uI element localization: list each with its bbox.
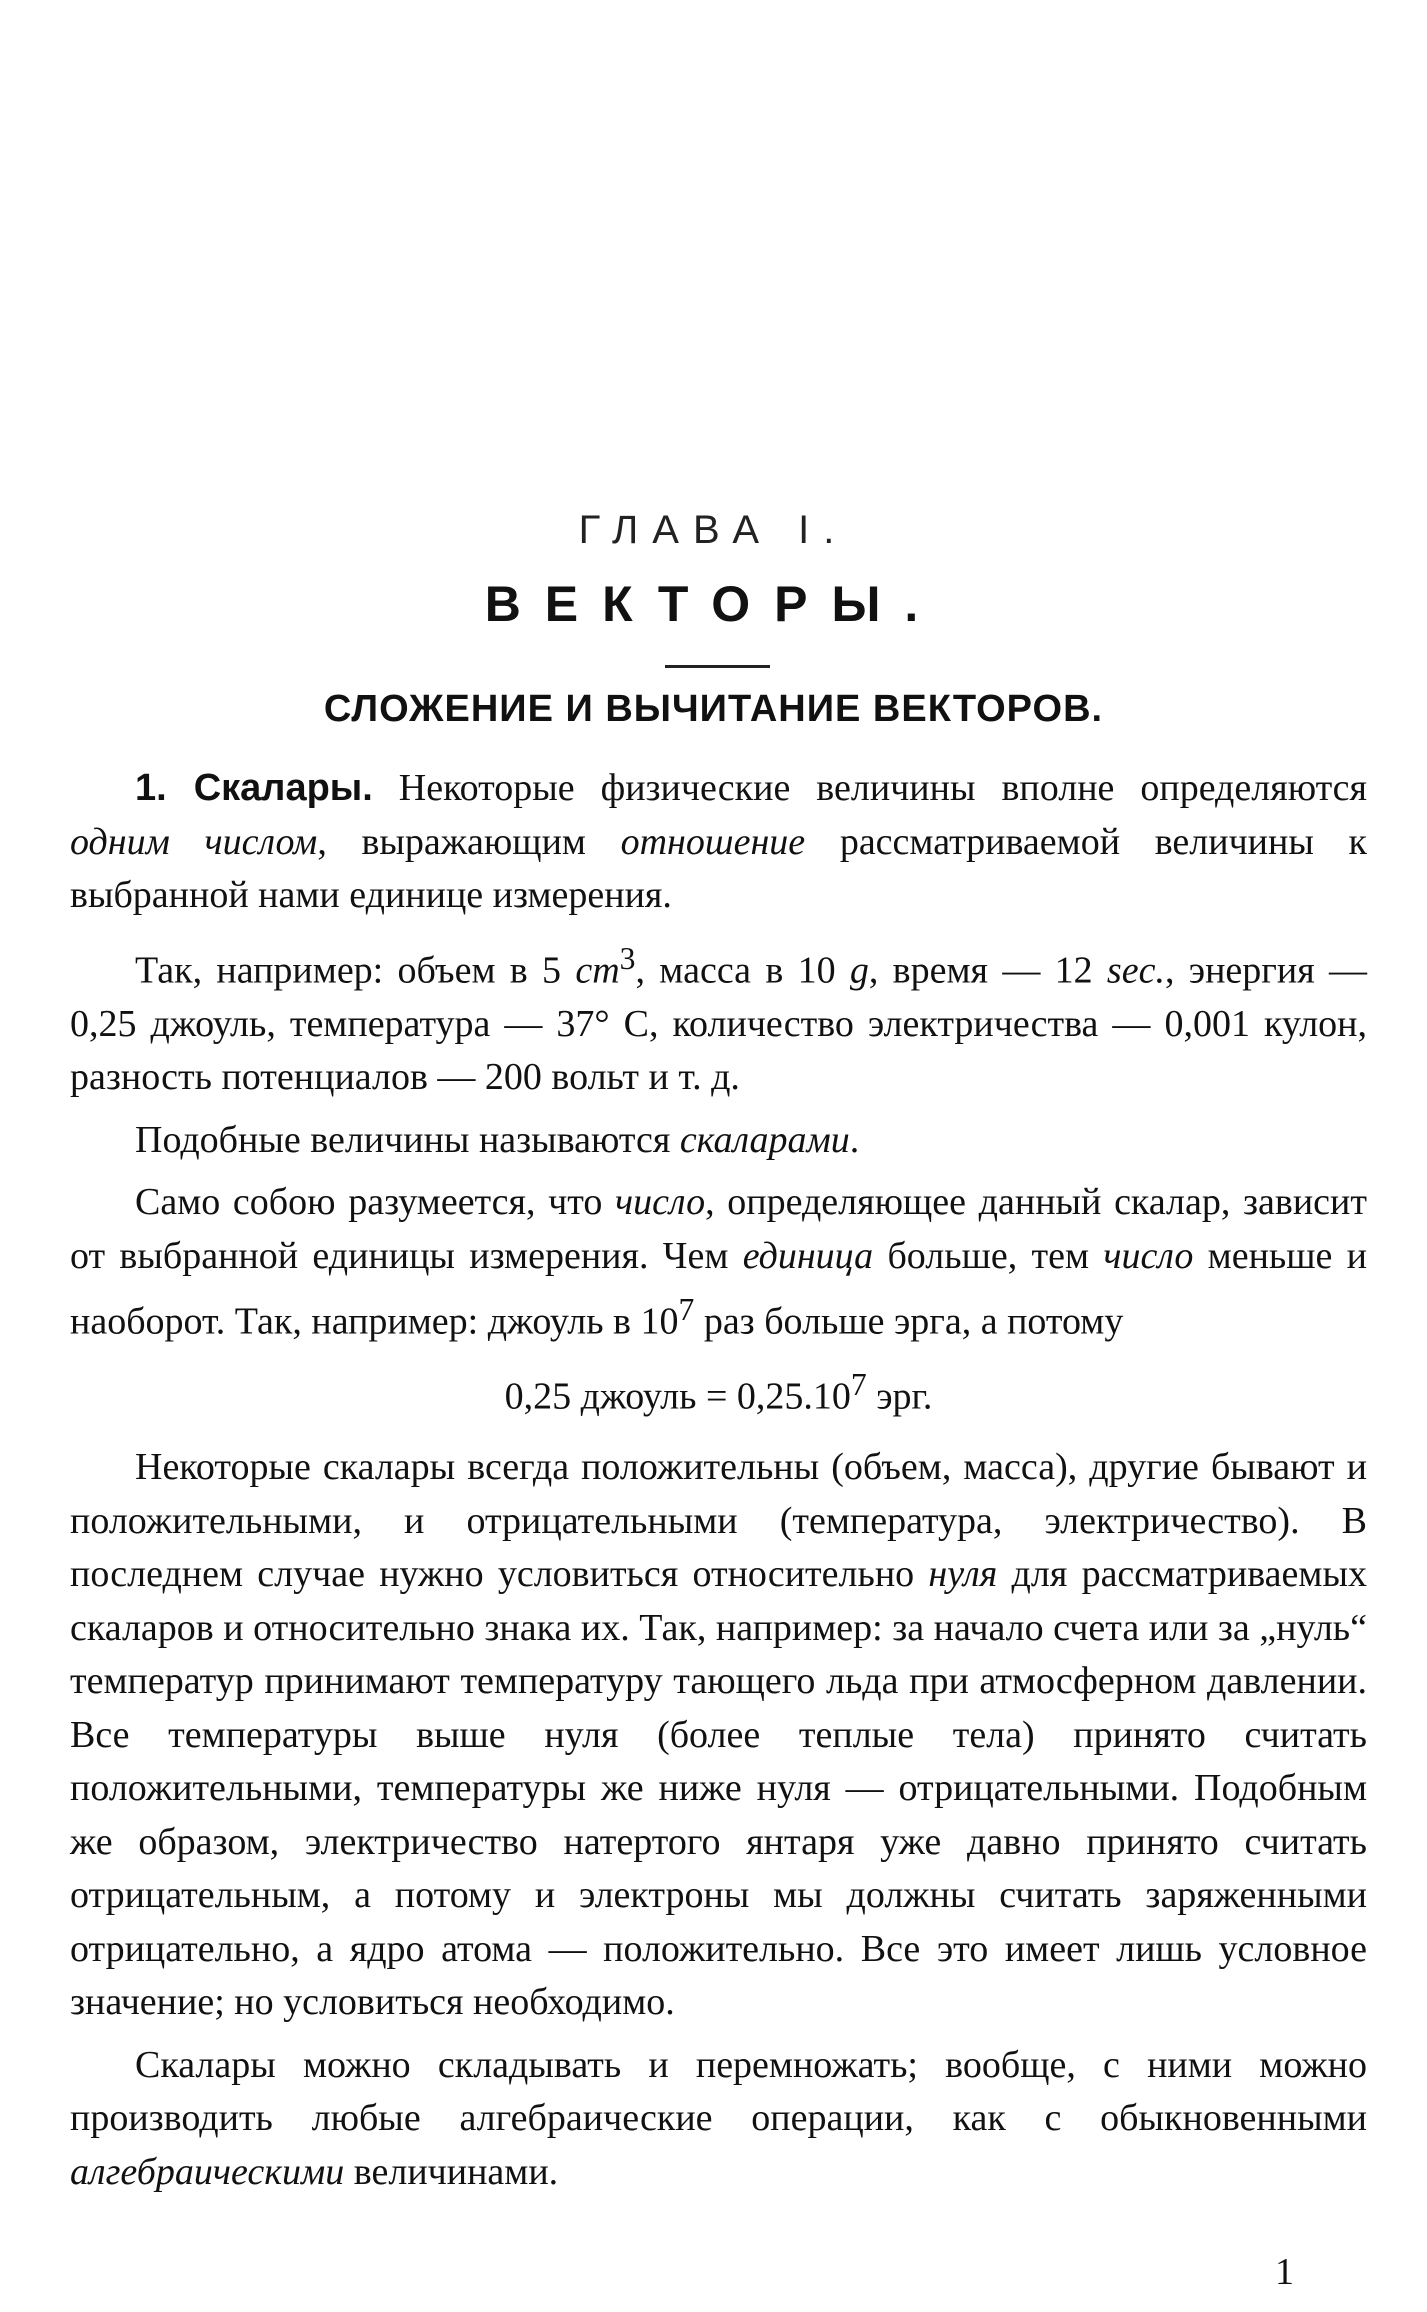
text-run: рассматриваемой величины к выбранной нами единице измерения. xyxy=(70,820,1367,916)
text-run: Скалары можно складывать и перемножать; вообще, с ними можно производить любые алгебраические операции, как с обыкновенными xyxy=(70,2043,1367,2140)
unit: g xyxy=(849,949,869,992)
superscript: 3 xyxy=(619,940,636,976)
paragraph-heading: 1. Скалары. xyxy=(135,767,373,809)
emphasis: одним числом xyxy=(70,820,318,863)
text-run: Само собою разумеется, что xyxy=(135,1181,616,1224)
paragraph-scalars-definition xyxy=(70,762,1367,923)
section-title: СЛОЖЕНИЕ И ВЫЧИТАНИЕ ВЕКТОРОВ. xyxy=(323,688,1104,730)
text-run: Некоторые физические величины вполне определяются xyxy=(372,767,1368,809)
paragraph-signs xyxy=(70,1441,1367,2030)
text-run: Подобные величины называются xyxy=(135,1118,680,1161)
text-run: 0,25 джоуль = 0,25.10 xyxy=(504,1375,851,1418)
paragraph-operations xyxy=(70,2039,1367,2200)
text-run: величинами. xyxy=(344,2150,559,2193)
superscript: 7 xyxy=(678,1292,695,1328)
unit: sec. xyxy=(1106,949,1165,992)
paragraph-examples xyxy=(70,932,1367,1105)
body-text xyxy=(70,762,1367,2208)
chapter-label: ГЛАВА I. xyxy=(578,508,849,552)
superscript: 7 xyxy=(850,1367,867,1403)
text-run: для рассматриваемых скаларов и относительно знака их. Так, например: за начало счета или за „нуль“ температур принимают температуру тающего льда при атмосферном давлении. Все температуры выше нуля (более теплые тела) принято считать положительными, температуры же ниже нуля — отрицательными. Подобным же образом, электричество натертого янтаря уже давно принято считать отрицательным, а потому и электроны мы должны считать заряженными отрицательно, а ядро атома — положительно. Все это имеет лишь условное значение; но условиться необходимо. xyxy=(70,1553,1367,2024)
emphasis: отношение xyxy=(620,820,806,863)
emphasis: скаларами xyxy=(679,1118,850,1161)
text-run: Некоторые скалары всегда положительны (объем, масса), другие бывают и положительными, и отрицательными (температура, электричество). В последнем случае нужно условиться относительно xyxy=(70,1446,1367,1596)
emphasis: нуля xyxy=(928,1553,998,1596)
text-run: , масса в 10 xyxy=(635,949,850,992)
text-run: раз больше эрга, а потому xyxy=(694,1300,1124,1343)
paragraph-scalars-term xyxy=(70,1114,1367,1168)
title-divider xyxy=(665,665,770,668)
emphasis: число xyxy=(1103,1234,1194,1277)
emphasis: алгебраическими xyxy=(70,2150,345,2193)
text-run: , энергия — 0,25 джоуль, температура — 37° C, количество электричества — 0,001 кулон, разность потенциалов — 200 вольт и т. д. xyxy=(70,949,1367,1099)
formula xyxy=(70,1358,1367,1424)
chapter-title: ВЕКТОРЫ. xyxy=(484,576,943,632)
unit: cm xyxy=(575,949,620,992)
text-run: , выражающим xyxy=(317,820,621,863)
emphasis: единица xyxy=(742,1234,874,1277)
text-run: , время — 12 xyxy=(868,949,1107,992)
emphasis: число xyxy=(615,1181,706,1224)
text-run: эрг. xyxy=(866,1375,933,1418)
text-run: Так, например: объем в 5 xyxy=(135,949,576,992)
text-run: меньше и наоборот. Так, например: джоуль в 10 xyxy=(70,1234,1367,1343)
text-run: , определяющее данный скалар, зависит от выбранной единицы измерения. Чем xyxy=(70,1181,1367,1277)
text-run: больше, тем xyxy=(873,1234,1104,1277)
page-number: 1 xyxy=(1275,2251,1294,2293)
text-run: . xyxy=(849,1118,860,1161)
paragraph-units xyxy=(70,1176,1367,1349)
